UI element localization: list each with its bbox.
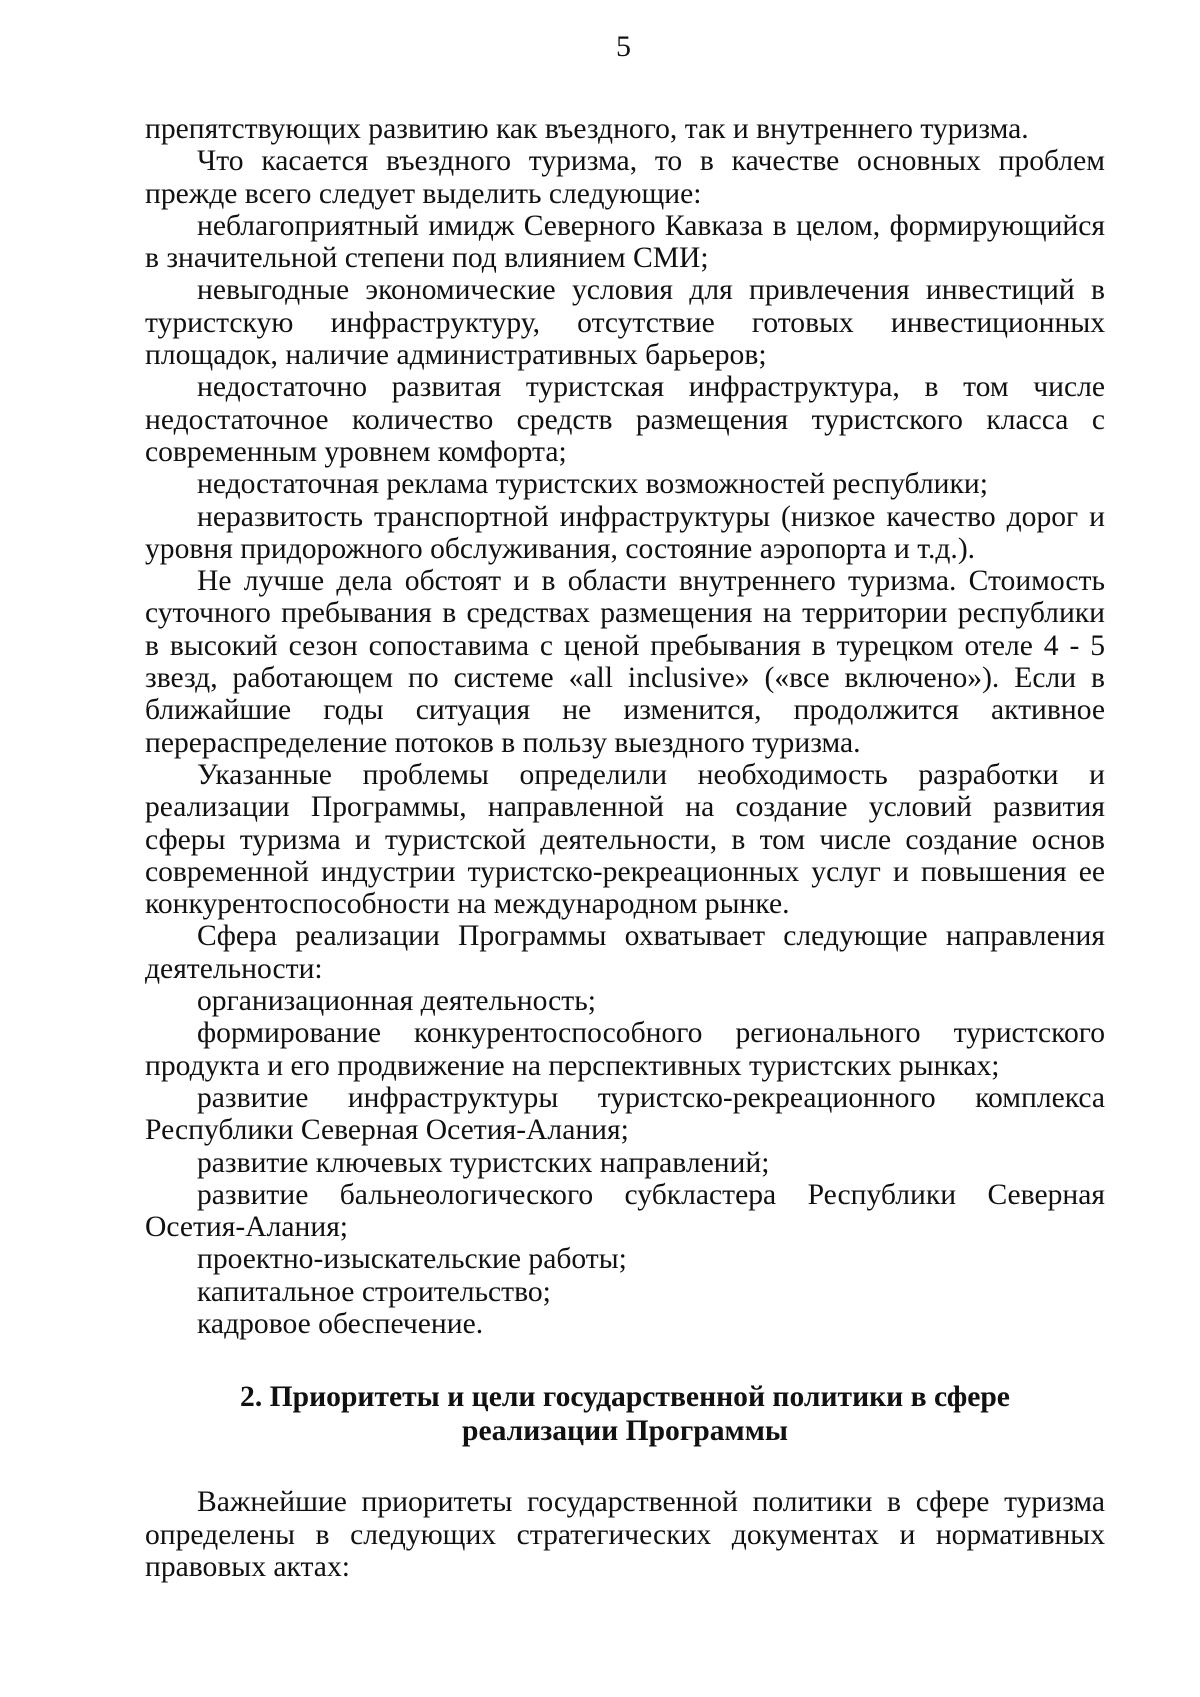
section-heading-line-2: реализации Программы [462, 1415, 788, 1448]
problem-item-advertising: недостаточная реклама туристских возможностей республики; [197, 468, 988, 501]
scope-item-key-directions: развитие ключевых туристских направлений; [197, 1146, 770, 1179]
paragraph-program-necessity: Указанные проблемы определили необходимость разработки и реализации Программы, направленной на создание условий развития сферы туризма и туристской деятельности, в том числе создание основ современной индустрии туристско-рекреационных услуг и повышения ее конкурентоспособности на международном рынке. [145, 758, 1105, 921]
document-body [145, 113, 1105, 1583]
section-heading [145, 1380, 1105, 1448]
problem-item-economic: невыгодные экономические условия для привлечения инвестиций в туристскую инфраструктуру, отсутствие готовых инвестиционных площадок, наличие административных барьеров; [145, 274, 1105, 372]
problem-item-image: неблагоприятный имидж Северного Кавказа в целом, формирующийся в значительной степени под влиянием СМИ; [145, 209, 1105, 275]
scope-item-design-survey: проектно-изыскательские работы; [197, 1243, 627, 1276]
problem-item-infrastructure: недостаточно развитая туристская инфраструктура, в том числе недостаточное количество средств размещения туристского класса с современным уровнем комфорта; [145, 371, 1105, 468]
scope-item-infrastructure: развитие инфраструктуры туристско-рекреационного комплекса Республики Северная Осетия-Алания; [145, 1081, 1105, 1147]
paragraph-domestic-tourism: Не лучше дела обстоят и в области внутреннего туризма. Стоимость суточного пребывания в средствах размещения на территории республики в высокий сезон сопоставима с ценой пребывания в турецком отеле 4 - 5 звезд, работающем по системе «all inclusive» («все включено»). Если в ближайшие годы ситуация не изменится, продолжится активное перераспределение потоков в пользу выездного туризма. [145, 565, 1105, 759]
page-number: 5 [616, 30, 631, 63]
scope-item-organizational: организационная деятельность; [197, 985, 596, 1018]
paragraph-continuation: препятствующих развитию как въездного, так и внутреннего туризма. [145, 113, 1029, 145]
paragraph-inbound-intro: Что касается въездного туризма, то в качестве основных проблем прежде всего следует выделить следующие: [145, 145, 1105, 210]
scope-item-balneological: развитие бальнеологического субкластера Республики Северная Осетия-Алания; [145, 1178, 1105, 1244]
scope-item-construction: капитальное строительство; [197, 1275, 551, 1308]
paragraph-priorities: Важнейшие приоритеты государственной политики в сфере туризма определены в следующих стратегических документах и нормативных правовых актах: [145, 1486, 1105, 1583]
problem-item-transport: неразвитость транспортной инфраструктуры (низкое качество дорог и уровня придорожного обслуживания, состояние аэропорта и т.д.). [145, 500, 1105, 565]
scope-item-staffing: кадровое обеспечение. [197, 1307, 484, 1340]
scope-item-product: формирование конкурентоспособного регионального туристского продукта и его продвижение на перспективных туристских рынках; [145, 1017, 1105, 1082]
section-heading-line-1: 2. Приоритеты и цели государственной политики в сфере [240, 1381, 1010, 1414]
paragraph-program-scope: Сфера реализации Программы охватывает следующие направления деятельности: [145, 920, 1105, 985]
